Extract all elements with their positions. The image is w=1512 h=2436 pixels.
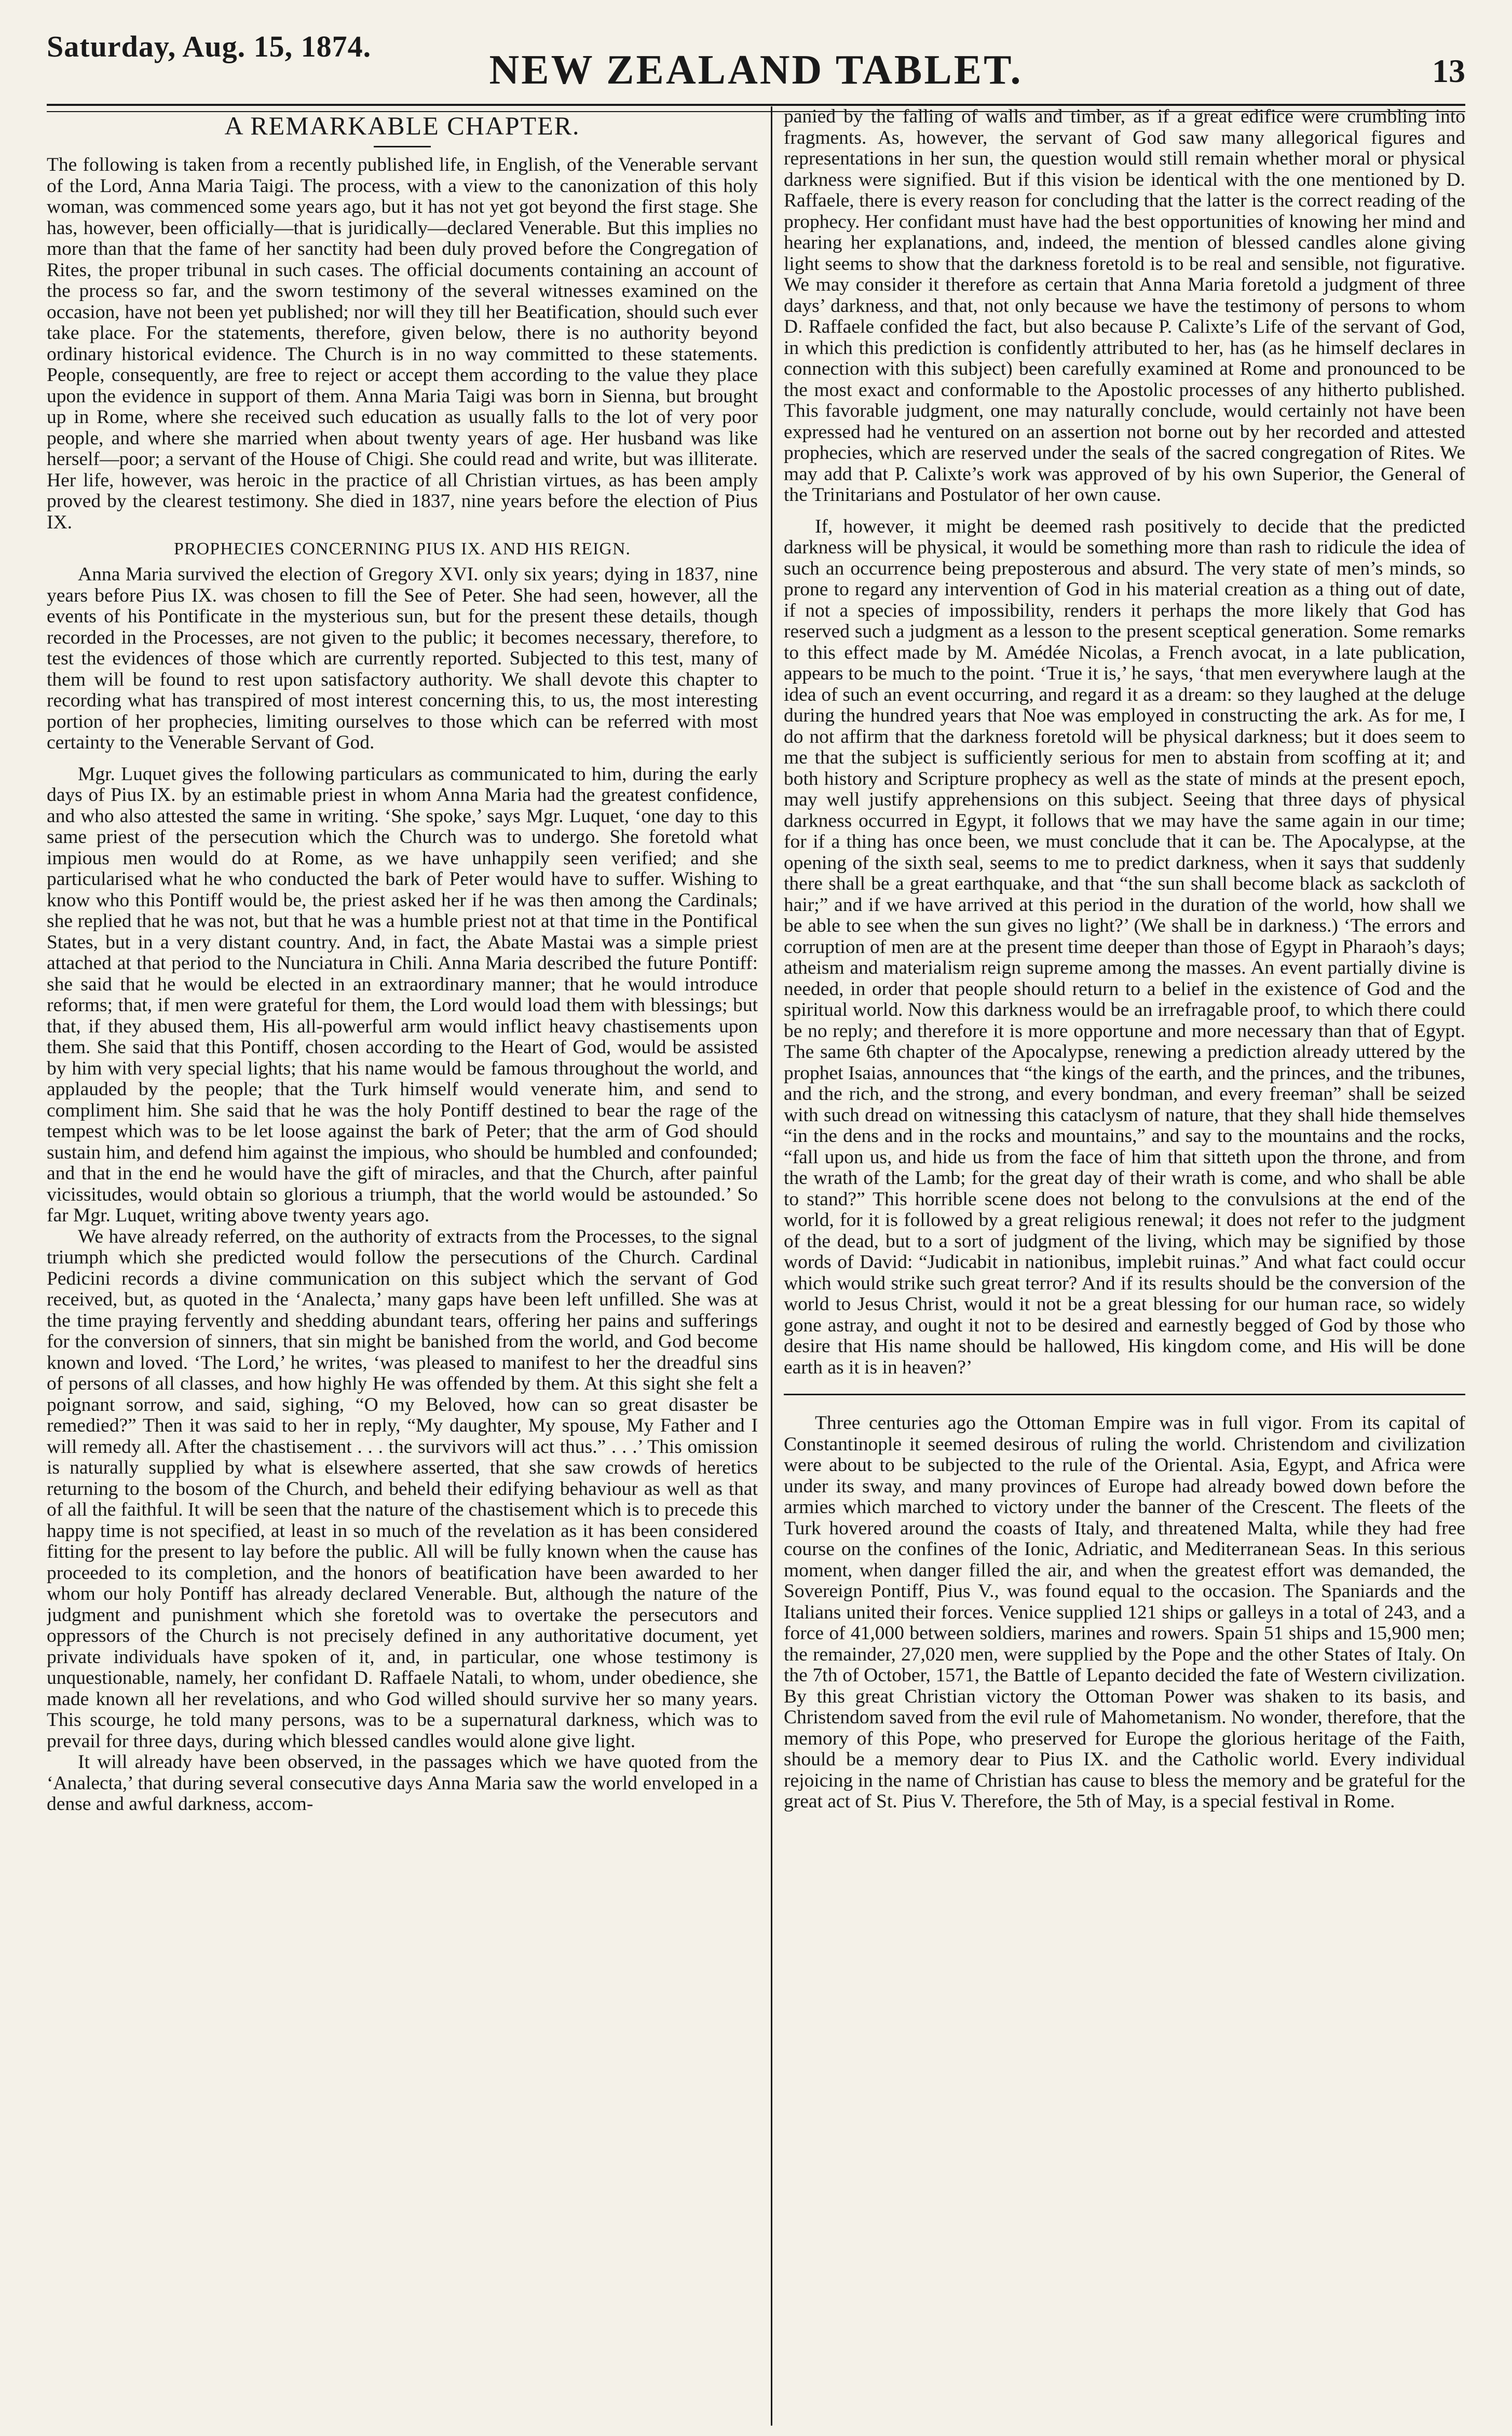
article-paragraph: The following is taken from a recently published life, in English, of the Venerable servant of the Lord, Anna Maria Taigi. The process, with a view to the canonization of this holy woman, was commenced some years ago, but it has not yet got beyond the first stage. She has, however, been officially—that is juridically—declared Venerable. But this implies no more than that the fame of her sanctity had been duly proved before the Congregation of Rites, the proper tribunal in such cases. The official documents containing an account of the process so far, and the sworn testimony of the several witnesses examined on the occasion, have not been yet published; nor will they till her Beatification, should such ever take place. For the statements, therefore, given below, there is no authority beyond ordinary historical evidence. The Church is in no way committed to these statements. People, consequently, are free to reject or accept them according to the value they place upon the evidence in support of them. Anna Maria Taigi was born in Sienna, but brought up in Rome, where she received such education as usually falls to the lot of very poor people, and where she married when about twenty years of age. Her husband was like herself—poor; a servant of the House of Chigi. She could read and write, but was illiterate. Her life, however, was heroic in the practice of all Christian virtues, as has been amply proved by the clearest testimony. She died in 1837, nine years before the election of Pius IX. [47, 154, 758, 533]
right-column [784, 106, 1465, 2426]
article-paragraph: We have already referred, on the authority of extracts from the Processes, to the signal triumph which she predicted would follow the persecutions of the Church. Cardinal Pedicini records a divine communication on this subject which the servant of God received, but, as quoted in the ‘Analecta,’ many gaps have been left unfilled. She was at the time praying fervently and shedding abundant tears, offering her pains and sufferings for the conversion of sinners, that sin might be banished from the world, and God become known and loved. ‘The Lord,’ he writes, ‘was pleased to manifest to her the dreadful sins of persons of all classes, and how highly He was offended by them. At this sight she felt a poignant sorrow, and said, sighing, “O my Beloved, how can so great disaster be remedied?” Then it was said to her in reply, “My daughter, My spouse, My Father and I will remedy all. After the chastisement . . . the survivors will act thus.” . . .’ This omission is naturally supplied by what is elsewhere asserted, that she saw crowds of heretics returning to the bosom of the Church, and beheld their edifying behaviour as well as that of all the faithful. It will be seen that the nature of the chastisement which is to precede this happy time is not specified, at least in so much of the revelation as it has been considered fitting for the present to lay before the public. All will be fully known when the cause has proceeded to its completion, and the honors of beatification have been awarded to her whom our holy Pontiff has already declared Venerable. But, although the nature of the judgment and punishment which she foretold was to overtake the persecutors and oppressors of the Church is not precisely defined in any authoritative document, yet private individuals have spoken of it, and, in particular, one whose testimony is unquestionable, namely, her confidant D. Raffaele Natali, to whom, under obedience, she made known all her revelations, and who God willed should survive her so many years. This scourge, he told many persons, was to be a supernatural darkness, which was to prevail for three days, during which blessed candles would alone give light. [47, 1226, 758, 1752]
article-paragraph: panied by the falling of walls and timber, as if a great edifice were crumbling into fragments. As, however, the servant of God saw many allegorical figures and representations in her sun, the question would still remain whether moral or physical darkness were signified. But if this vision be identical with the one mentioned by D. Raffaele, there is every reason for concluding that the latter is the correct reading of the prophecy. Her confidant must have had the best opportunities of knowing her mind and hearing her explanations, and, indeed, the mention of blessed candles alone giving light seems to show that the darkness foretold is to be real and sensible, not figurative. We may consider it therefore as certain that Anna Maria foretold a judgment of three days’ darkness, and that, not only because we have the testimony of persons to whom D. Raffaele confided the fact, but also because P. Calixte’s Life of the servant of God, in which this prediction is confidently attributed to her, has (as he himself declares in connection with this subject) been carefully examined at Rome and pronounced to be the most exact and conformable to the Apostolic processes of any hitherto published. This favorable judgment, one may naturally conclude, would certainly not have been expressed had he ventured on an assertion not borne out by her recorded and attested prophecies, which are reserved under the seals of the sacred congregation of Rites. We may add that P. Calixte’s work was approved of by his own Superior, the General of the Trinitarians and Postulator of her own cause. [784, 106, 1465, 506]
article-paragraph: Anna Maria survived the election of Gregory XVI. only six years; dying in 1837, nine years before Pius IX. was chosen to fill the See of Peter. She had seen, however, all the events of his Pontificate in the mysterious sun, but for the present these details, though recorded in the Processes, are not given to the public; it becomes necessary, therefore, to test the evidences of those which are currently reported. Subjected to this test, many of them will be found to rest upon satisfactory authority. We shall devote this chapter to recording what has transpired of most interest concerning this, to us, the most interesting portion of her prophecies, limiting ourselves to those which can be referred with most certainty to the Venerable Servant of God. [47, 564, 758, 753]
article-columns [47, 106, 1465, 2426]
article-headline: A REMARKABLE CHAPTER. [224, 111, 580, 140]
left-column [47, 106, 758, 2426]
article-separator [784, 1394, 1465, 1395]
newspaper-title: NEW ZEALAND TABLET. [489, 47, 1023, 93]
article-paragraph: It will already have been observed, in the passages which we have quoted from the ‘Analecta,’ that during several consecutive days Anna Maria saw the world enveloped in a dense and awful darkness, accom- [47, 1751, 758, 1815]
lepanto-paragraph: Three centuries ago the Ottoman Empire was in full vigor. From its capital of Constantinople it seemed desirous of ruling the world. Christendom and civilization were about to be subjected to the rule of the Oriental. Asia, Egypt, and Africa were under its sway, and many provinces of Europe had already bowed down before the armies which marched to victory under the banner of the Crescent. The fleets of the Turk hovered around the coasts of Italy, and threatened Malta, while they had free course on the confines of the Ionic, Adriatic, and Mediterranean Seas. In this serious moment, when danger filled the air, and when the greatest effort was demanded, the Sovereign Pontiff, Pius V., was found equal to the occasion. The Spaniards and the Italians united their forces. Venice supplied 121 ships or galleys in a total of 243, and a force of 41,000 between soldiers, marines and rowers. Spain 51 ships and 15,900 men; the remainder, 27,020 men, were supplied by the Pope and the other States of Italy. On the 7th of October, 1571, the Battle of Lepanto decided the fate of Western civilization. By this great Christian victory the Ottoman Power was shaken to its basis, and Christendom saved from the evil rule of Mahometanism. No wonder, therefore, that the memory of this Pope, who preserved for Europe the glorious heritage of the Faith, should be a memory dear to Pius IX. and the Catholic world. Every individual rejoicing in the name of Christian has cause to bless the memory and be grateful for the great act of St. Pius V. Therefore, the 5th of May, is a special festival in Rome. [784, 1412, 1465, 1812]
article-paragraph: Mgr. Luquet gives the following particulars as communicated to him, during the early days of Pius IX. by an estimable priest in whom Anna Maria had the greatest confidence, and who also attested the same in writing. ‘She spoke,’ says Mgr. Luquet, ‘one day to this same priest of the persecution which the Church was to undergo. She foretold what impious men would do at Rome, as we have unhappily seen verified; and she particularised what he who conducted the bark of Peter would have to suffer. Wishing to know who this Pontiff would be, the priest asked her if he was then among the Cardinals; she replied that he was not, but that he was a humble priest not at that time in the Pontifical States, but in a very distant country. And, in fact, the Abate Mastai was a simple priest attached at that period to the Nunciatura in Chili. Anna Maria described the future Pontiff: she said that he would be elected in an extraordinary manner; that he would introduce reforms; that, if men were grateful for them, the Lord would load them with blessings; but that, if they abused them, His all-powerful arm would inflict heavy chastisements upon them. She said that this Pontiff, chosen according to the Heart of God, would be assisted by him with very special lights; that his name would be famous throughout the world, and applauded by the people; that the Turk himself would venerate him, and send to compliment him. She said that he was the holy Pontiff destined to bear the rage of the tempest which was to be let loose against the bark of Peter; that the arm of God should sustain him, and defend him against the impious, who should be humbled and confounded; and that in the end he would have the gift of miracles, and that the Church, after painful vicissitudes, would obtain so glorious a triumph, that the world would be astounded.’ So far Mgr. Luquet, writing above twenty years ago. [47, 763, 758, 1226]
column-divider [771, 106, 772, 2426]
issue-date: Saturday, Aug. 15, 1874. [47, 30, 372, 63]
page-number: 13 [1432, 52, 1465, 89]
headline-rule [374, 146, 431, 147]
section-subheading: PROPHECIES CONCERNING PIUS IX. AND HIS REIGN. [174, 539, 631, 559]
masthead [47, 21, 1465, 99]
article-paragraph: If, however, it might be deemed rash positively to decide that the predicted darkness will be physical, it would be something more than rash to ridicule the idea of such an occurrence being preposterous and absurd. The very state of men’s minds, so prone to regard any intervention of God in his material creation as a thing out of date, if not a species of impossibility, renders it perhaps the more likely that God has reserved such a judgment as a lesson to the present sceptical generation. Some remarks to this effect made by M. Amédée Nicolas, a French avocat, in a late publication, appears to be much to the point. ‘True it is,’ he says, ‘that men everywhere laugh at the idea of such an event occurring, and regard it as a dream: so they laughed at the deluge during the hundred years that Noe was employed in constructing the ark. As for me, I do not affirm that the darkness foretold will be physical darkness; but it does seem to me that the subject is sufficiently serious for men to abstain from scoffing at it; and both history and Scripture prophecy as well as the state of minds at the present epoch, may well justify apprehensions on this subject. Seeing that three days of physical darkness occurred in Egypt, it follows that we may have the same again in our time; for if a thing has once been, we must conclude that it can be. The Apocalypse, at the opening of the sixth seal, seems to me to predict darkness, when it says that suddenly there shall be a great earthquake, and that “the sun shall become black as sackcloth of hair;” and if we have arrived at this period in the duration of the world, how shall we be able to see when the sun gives no light?’ (We shall be in darkness.) ‘The errors and corruption of men are at the present time deeper than those of Egypt in Pharaoh’s days; atheism and materialism reign supreme among the masses. An event partially divine is needed, in order that people should return to a belief in the existence of God and the spiritual world. Now this darkness would be an irrefragable proof, to which there could be no reply; and therefore it is more opportune and more necessary than that of Egypt. The same 6th chapter of the Apocalypse, renewing a prediction already uttered by the prophet Isaias, announces that “the kings of the earth, and the princes, and the tribunes, and the rich, and the strong, and every bondman, and every freeman” shall be seized with such dread on witnessing this cataclysm of nature, that they shall hide themselves “in the dens and in the rocks and mountains,” and say to the mountains and the rocks, “fall upon us, and hide us from the face of him that sitteth upon the throne, and from the wrath of the Lamb; for the great day of their wrath is come, and who shall be able to stand?” This horrible scene does not belong to the convulsions at the end of the world, for it is followed by a great religious renewal; it does not refer to the judgment of the dead, but to a sort of judgment of the living, which may be signified by those words of David: “Judicabit in nationibus, implebit ruinas.” And what fact could occur which would strike such great terror? And if its results should be the conversion of the world to Jesus Christ, would it not be a great blessing for our human race, so widely gone astray, and ought it not to be desired and earnestly begged of God by those who desire that His name should be hallowed, His kingdom come, and His will be done earth as it is in heaven?’ [784, 515, 1465, 1378]
